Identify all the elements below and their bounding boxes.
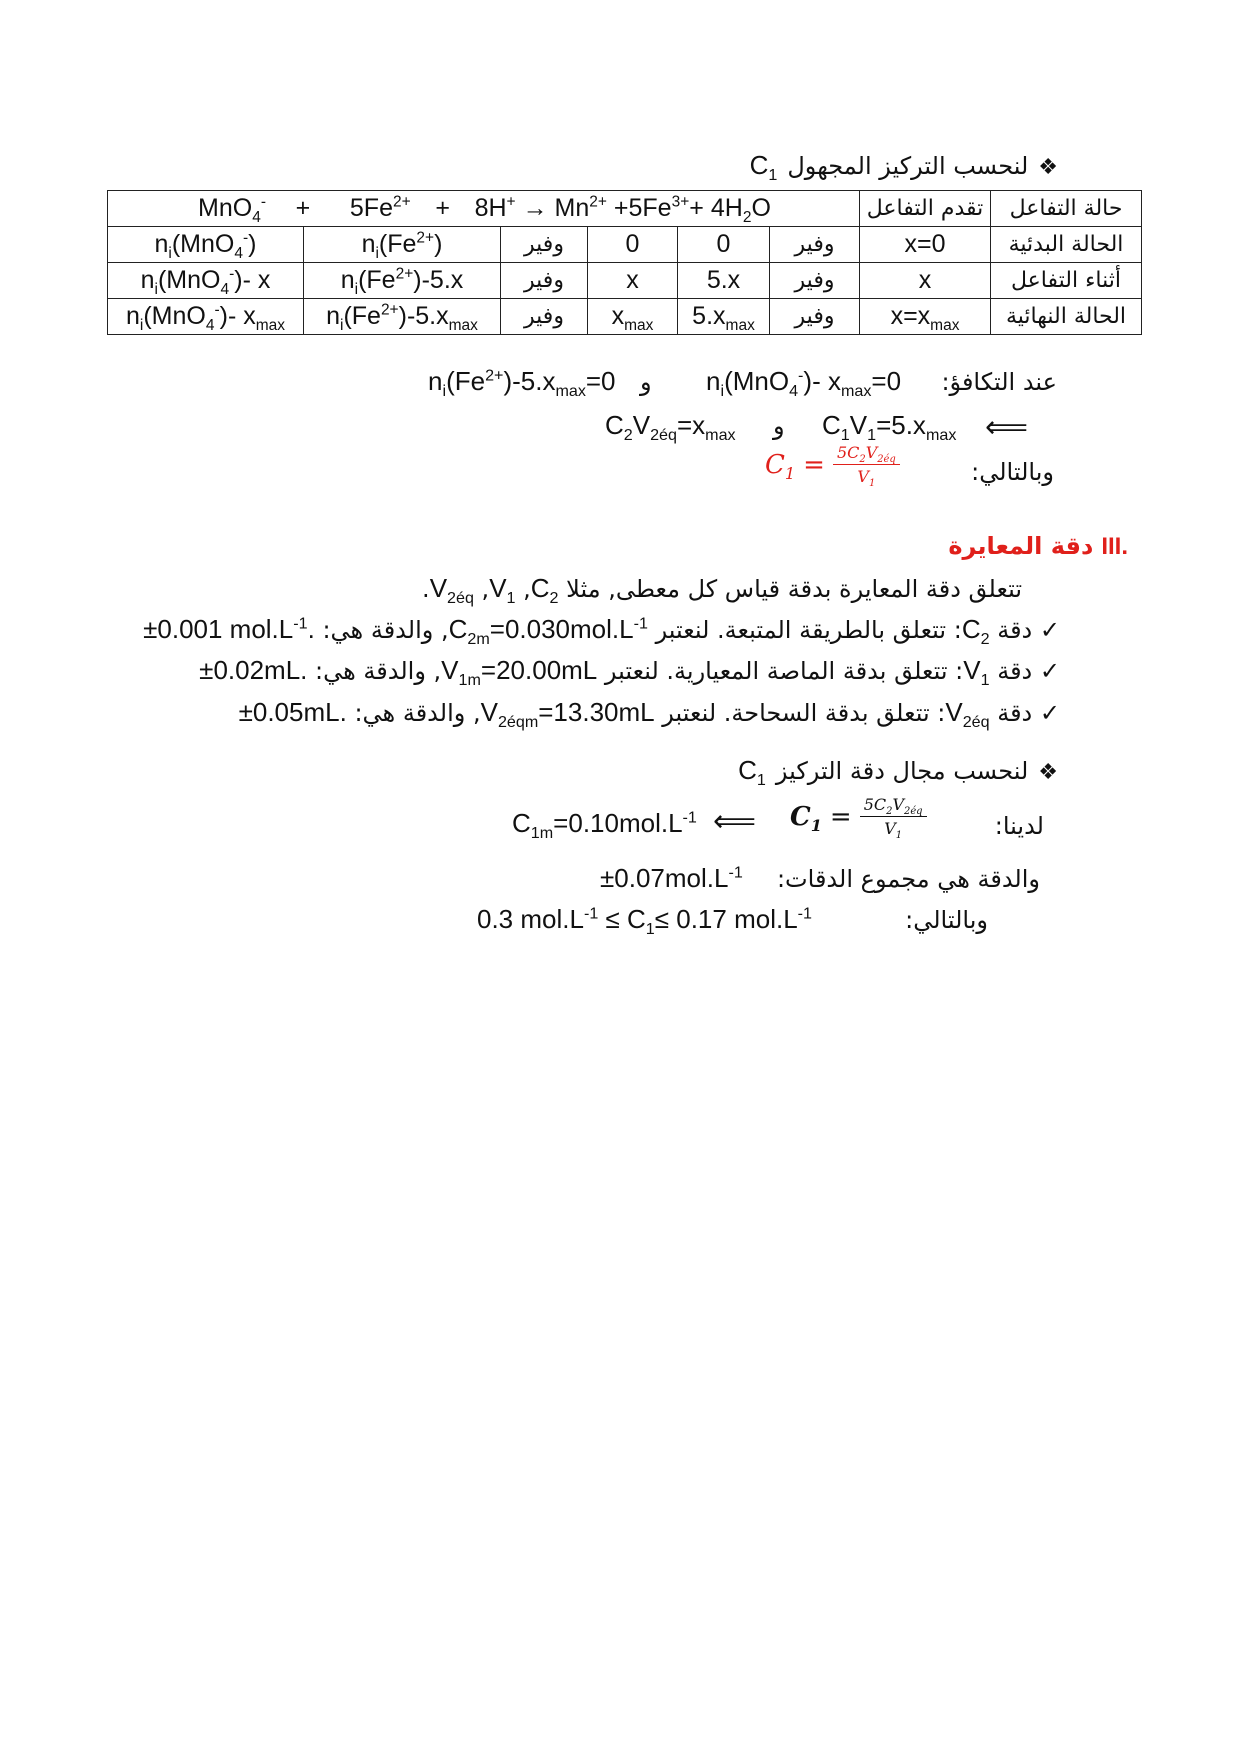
fe3-cell: 0 <box>678 227 770 263</box>
c1m-result: $C_{1m}=0.10mol.L^{-1}$ <box>512 808 697 843</box>
state-cell: الحالة النهائية <box>991 299 1142 335</box>
advance-cell: x=0 <box>860 227 991 263</box>
section1-heading-var: $C_1$ <box>749 150 778 185</box>
mno4-species: MnO$_4$- <box>198 193 266 226</box>
section4-heading-var: $C_1$ <box>738 755 766 790</box>
state-cell: أثناء التفاعل <box>991 263 1142 299</box>
sum-label: والدقة هي مجموع الدقات: <box>776 865 1040 893</box>
mn-cell: x <box>588 263 678 299</box>
h-cell: وفير <box>501 263 588 299</box>
precision-item-v1: ✓ دقة $V_1$: تتعلق بدقة الماصة المعيارية. لنعتبر $V_{1m}=20.00mL$, والدقة هي: ±0.02mL. <box>199 655 1060 690</box>
equivalence-label: عند التكافؤ: <box>941 368 1057 396</box>
check-icon: ✓ <box>1039 699 1060 727</box>
fe2-species: $5Fe^{2+}$ <box>349 193 411 222</box>
mn-species: $Mn^{2+}$ <box>554 193 607 222</box>
implies-arrow-icon: ⟸ <box>713 804 757 839</box>
sum-value: $\pm 0.07mol.L^{-1}$ <box>600 863 743 893</box>
water-cell: وفير <box>770 263 860 299</box>
c1-interval: 0.3 $mol.L^{-1} \le C_1\le 0.17$ $mol.L^{-1}$ <box>477 904 812 939</box>
mn-cell: 0 <box>588 227 678 263</box>
advance-header: تقدم التفاعل <box>860 191 991 227</box>
state-header: حالة التفاعل <box>991 191 1142 227</box>
h-species: 8H+ <box>474 193 516 222</box>
section1-heading-text: لنحسب التركيز المجهول <box>787 152 1029 180</box>
equivalence-conj-1: و <box>640 368 652 396</box>
check-icon: ✓ <box>1039 616 1060 644</box>
fe3-cell: $5.x_{max}$ <box>678 299 770 335</box>
equivalence-eq3: $C_1V_1=5.x_{max}$ <box>822 410 957 445</box>
equivalence-eq2: $n_i(Fe^{2+})-5.x_{max}=0$ <box>428 366 616 401</box>
section3-numeral: III. <box>1101 533 1128 560</box>
progress-table <box>107 190 1142 335</box>
diamond-bullet-icon: ❖ <box>1038 760 1058 785</box>
therefore-label-2: وبالتالي: <box>905 906 988 934</box>
section1-heading <box>749 150 1058 185</box>
fe2-cell: $n_i(Fe^{2+})-5.x$ <box>304 263 501 299</box>
table-row <box>108 299 1142 335</box>
we-have-label: لدينا: <box>994 812 1044 840</box>
mn-cell: $x_{max}$ <box>588 299 678 335</box>
fe2-cell: $n_i(Fe^{2+})$ <box>304 227 501 263</box>
reaction-arrow-icon: → <box>522 194 548 222</box>
section4-heading <box>738 755 1058 790</box>
therefore-label-1: وبالتالي: <box>971 458 1054 486</box>
h-cell: وفير <box>501 299 588 335</box>
section3-title-text: دقة المعايرة <box>948 532 1094 560</box>
section3-title <box>948 532 1128 561</box>
mno4-cell: $n_i(MnO_4^-)-$ $x_{max}$ <box>108 299 304 335</box>
c1-formula-red: $C_1$ = $\frac{5C_2V_{2éq}}{V_1}$ <box>765 443 900 486</box>
table-row <box>108 227 1142 263</box>
mno4-cell: $n_i(MnO_4^-)$ <box>108 227 304 263</box>
water-species: $4H_2O$ <box>710 194 771 226</box>
advance-cell: $x=x_{max}$ <box>860 299 991 335</box>
reaction-equation: $MnO_4^- + 5Fe^{2+} + 8H^+ \to Mn^{2+} +5Fe^{3+}+ 4H_2O$ <box>108 191 860 227</box>
fe3-species: $5Fe^{3+}$ <box>628 193 690 222</box>
equivalence-conj-2: و <box>773 412 785 440</box>
equivalence-eq1: $n_i(MnO_4^-)-$ $x_{max}=0$ <box>706 366 902 401</box>
state-cell: الحالة البدئية <box>991 227 1142 263</box>
fe2-cell: $n_i(Fe^{2+})-5.x_{max}$ <box>304 299 501 335</box>
implies-arrow-icon: ⟸ <box>985 410 1029 445</box>
water-cell: وفير <box>770 299 860 335</box>
mno4-cell: $n_i(MnO_4^-)-$ x <box>108 263 304 299</box>
section3-intro: تتعلق دقة المعايرة بدقة قياس كل معطى, مثلا $C_2$, $V_1$, $V_{2éq}$. <box>422 573 1022 608</box>
fe3-cell: 5.x <box>678 263 770 299</box>
precision-item-v2eq: ✓ دقة $V_{2éq}$: تتعلق بدقة السحاحة. لنعتبر $V_{2éqm}=13.30mL$, والدقة هي: ±0.05mL. <box>238 697 1060 732</box>
diamond-bullet-icon: ❖ <box>1038 155 1058 180</box>
h-cell: وفير <box>501 227 588 263</box>
water-cell: وفير <box>770 227 860 263</box>
equivalence-eq4: $C_2V_{2éq}=x_{max}$ <box>605 410 736 445</box>
table-row <box>108 263 1142 299</box>
advance-cell: x <box>860 263 991 299</box>
c1-formula: $C_1$ = $\frac{5C_2V_{2éq}}{V_1}$ <box>790 795 927 838</box>
table-header-row <box>108 191 1142 227</box>
section4-heading-text: لنحسب مجال دقة التركيز <box>775 757 1029 785</box>
check-icon: ✓ <box>1039 657 1060 685</box>
precision-item-c2: ✓ دقة $C_2$: تتعلق بالطريقة المتبعة. لنعتبر $C_{2m}=0.030mol.L^{-1}$, والدقة هي: ±0.001 $mol.L^{-1}$. <box>143 614 1060 649</box>
